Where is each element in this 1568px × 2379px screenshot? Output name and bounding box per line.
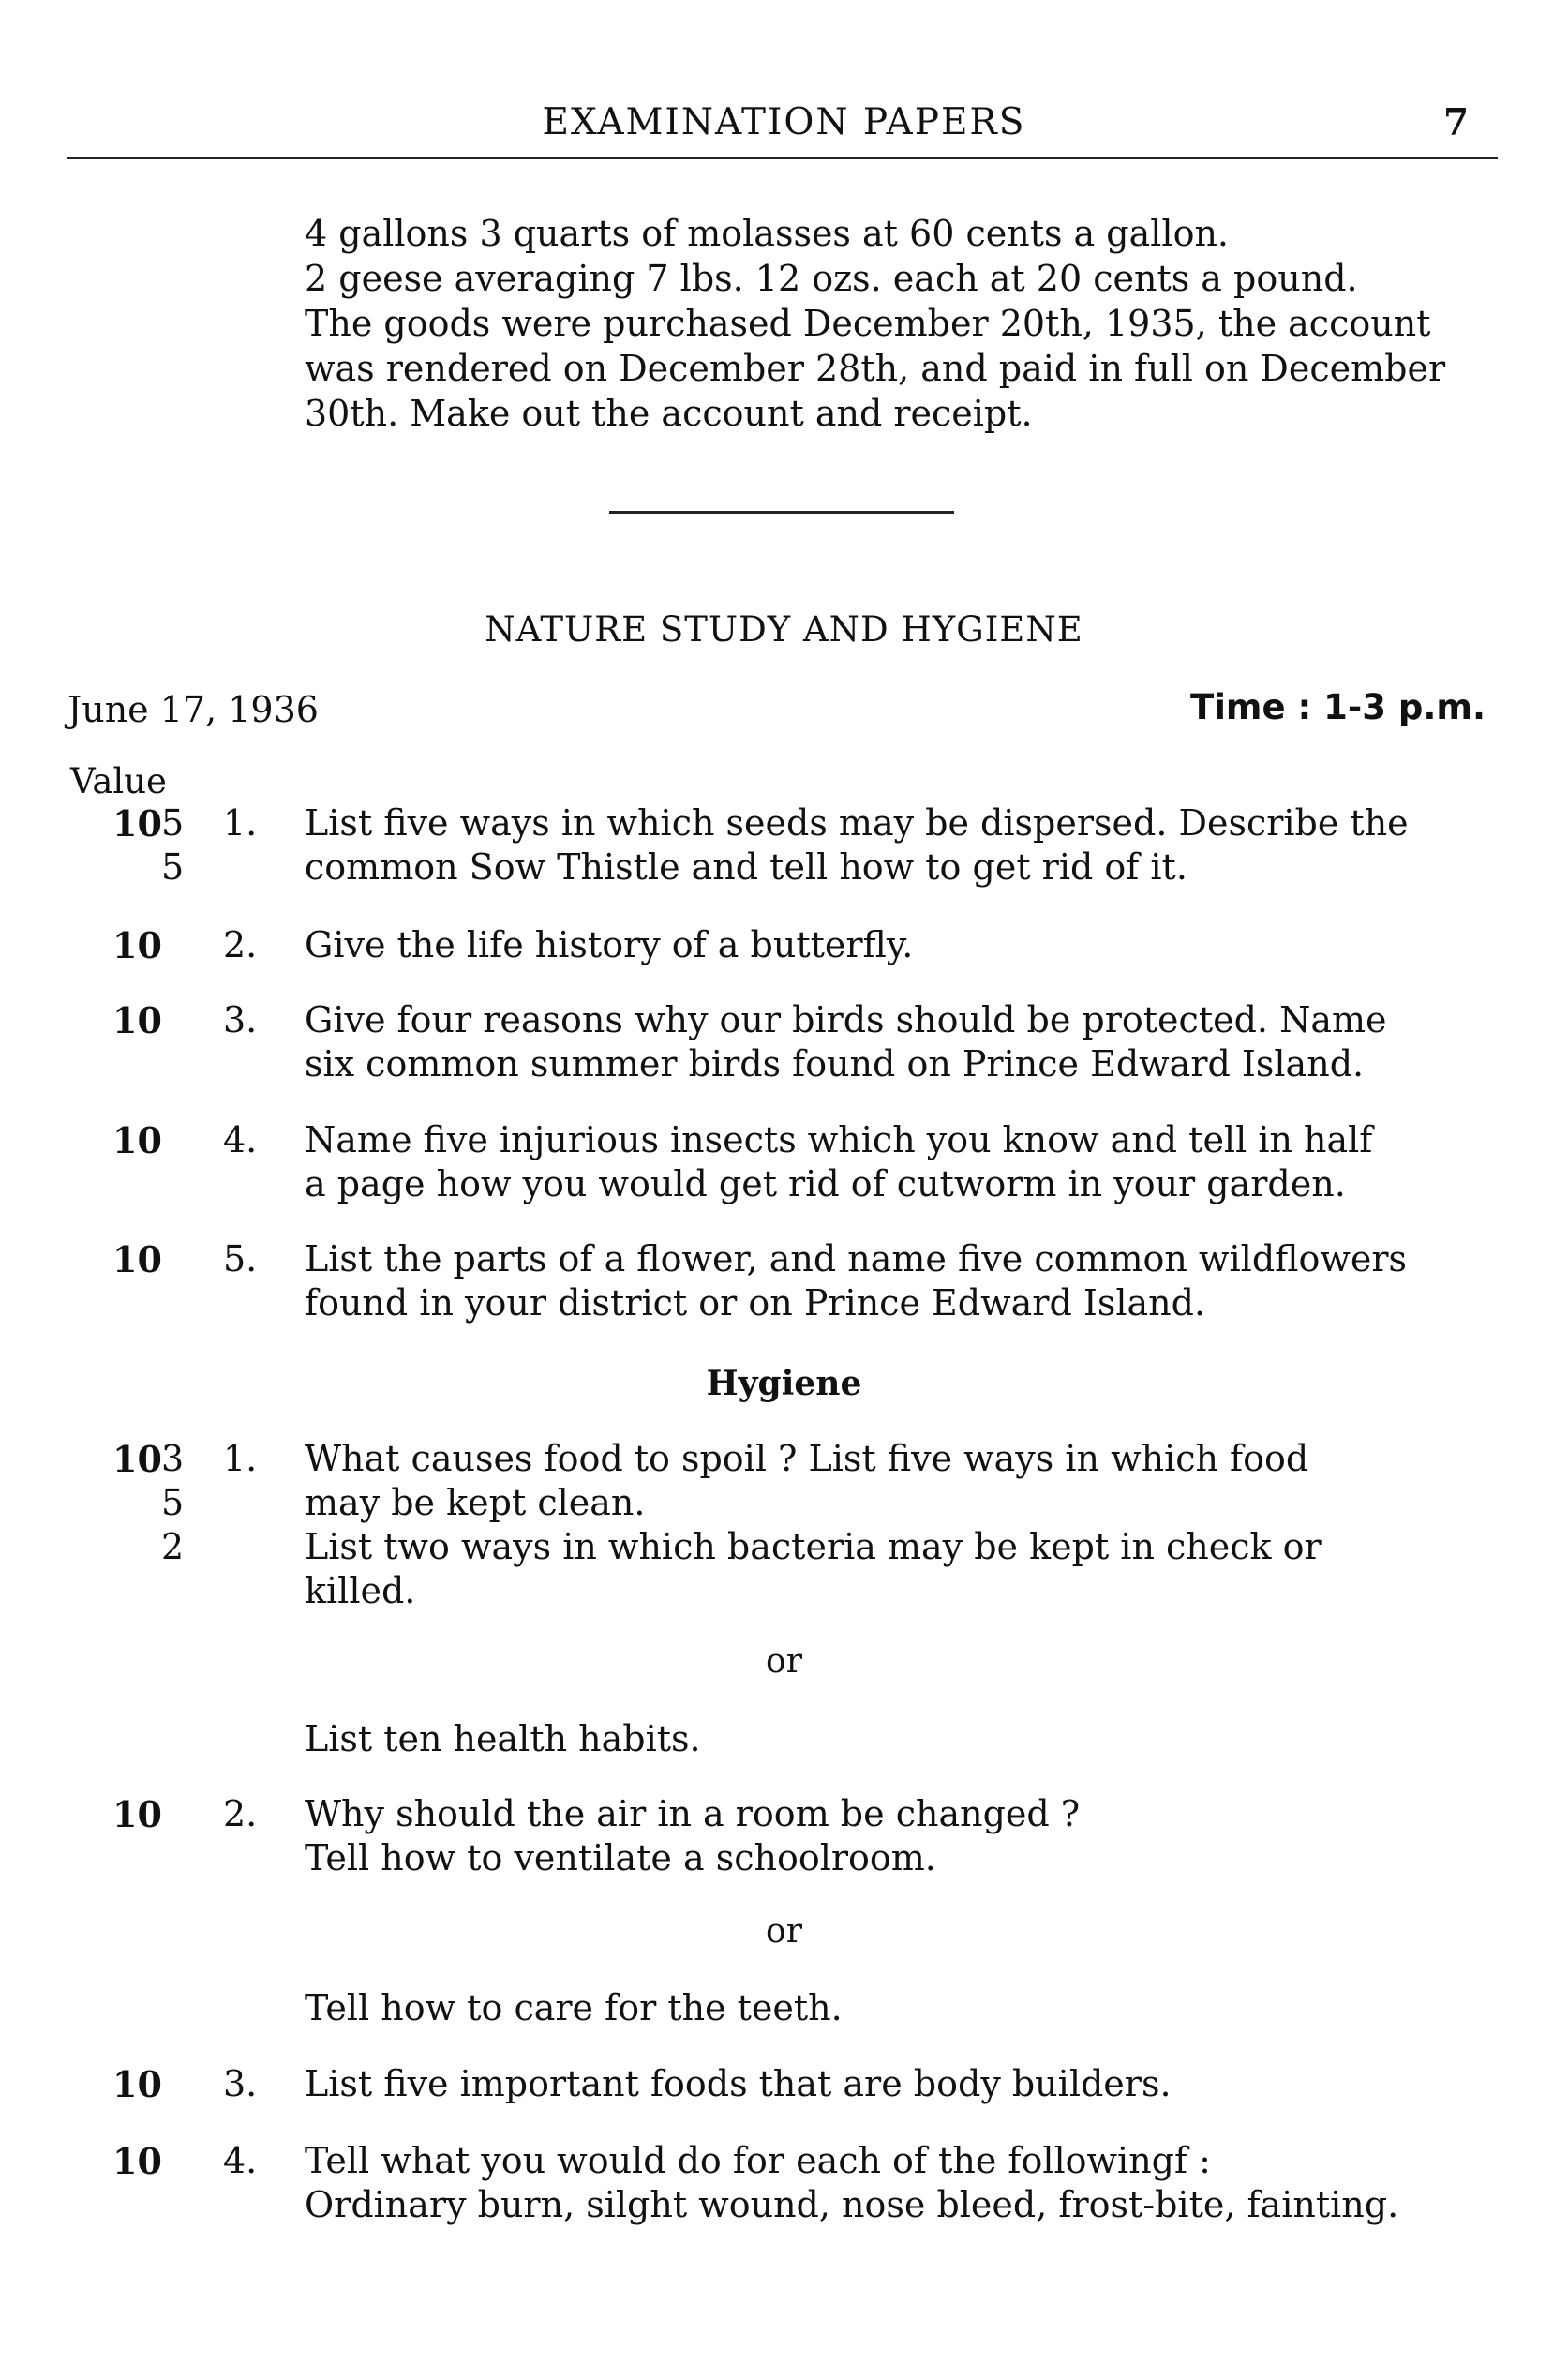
header-divider xyxy=(67,157,1498,159)
question-text xyxy=(305,1118,1514,1206)
question-text xyxy=(305,1792,1514,1880)
question-value: 10 xyxy=(112,1238,162,1280)
continuation-line: The goods were purchased December 20th, 1935, the account xyxy=(305,303,1431,344)
sub-value: 5 xyxy=(161,802,185,844)
question-value: 10 xyxy=(112,1438,162,1480)
question-line: What causes food to spoil ? List five ways in which food xyxy=(305,1438,1309,1479)
question-number: 4. xyxy=(223,2140,258,2181)
exam-time: Time : 1-3 p.m. xyxy=(1190,687,1486,727)
question-value: 10 xyxy=(112,1793,162,1835)
value-column-heading: Value xyxy=(70,761,167,801)
exam-date: June 17, 1936 xyxy=(67,689,319,730)
alternative-question: List ten health habits. xyxy=(305,1718,701,1759)
continuation-line: was rendered on December 28th, and paid in full on December xyxy=(305,348,1446,389)
question-text xyxy=(305,2139,1514,2227)
question-line: six common summer birds found on Prince Edward Island. xyxy=(305,1043,1365,1085)
or-separator: or xyxy=(766,1642,802,1681)
continuation-line: 30th. Make out the account and receipt. xyxy=(305,393,1033,434)
question-number: 1. xyxy=(223,1438,258,1479)
continuation-line: 4 gallons 3 quarts of molasses at 60 cents a gallon. xyxy=(305,213,1229,254)
question-value: 10 xyxy=(112,924,162,966)
question-number: 2. xyxy=(223,924,258,965)
question-value: 10 xyxy=(112,802,162,845)
question-value: 10 xyxy=(112,2063,162,2105)
question-text xyxy=(305,1237,1514,1325)
or-separator: or xyxy=(766,1912,802,1951)
question-line: Tell how to ventilate a schoolroom. xyxy=(305,1837,936,1878)
question-line: List five ways in which seeds may be dispersed. Describe the xyxy=(305,802,1409,844)
question-line: Give four reasons why our birds should be protected. Name xyxy=(305,999,1387,1040)
question-line: found in your district or on Prince Edward Island. xyxy=(305,1282,1206,1324)
sub-value: 5 xyxy=(161,1482,185,1523)
question-text xyxy=(305,923,1514,967)
question-line: Tell what you would do for each of the followingf : xyxy=(305,2140,1211,2181)
question-line: may be kept clean. xyxy=(305,1482,646,1523)
sub-value: 2 xyxy=(161,1526,185,1567)
section-divider xyxy=(609,511,954,514)
question-line: killed. xyxy=(305,1570,416,1611)
question-number: 2. xyxy=(223,1793,258,1834)
continuation-line: 2 geese averaging 7 lbs. 12 ozs. each at 20 cents a pound. xyxy=(305,258,1358,299)
question-line: Name five injurious insects which you know and tell in half xyxy=(305,1119,1373,1160)
section-title: NATURE STUDY AND HYGIENE xyxy=(485,609,1083,650)
running-header-title: EXAMINATION PAPERS xyxy=(542,101,1026,143)
question-line: List two ways in which bacteria may be kept in check or xyxy=(305,1526,1322,1567)
question-value: 10 xyxy=(112,1119,162,1161)
question-number: 3. xyxy=(223,999,258,1040)
question-line: Give the life history of a butterfly. xyxy=(305,924,914,965)
question-value: 10 xyxy=(112,999,162,1041)
question-text xyxy=(305,1437,1514,1613)
question-line: List the parts of a flower, and name five common wildflowers xyxy=(305,1238,1408,1279)
question-line: List five important foods that are body builders. xyxy=(305,2063,1172,2104)
question-text xyxy=(305,998,1514,1086)
continuation-block xyxy=(305,211,1514,436)
question-line: Why should the air in a room be changed ? xyxy=(305,1793,1081,1834)
question-number: 5. xyxy=(223,1238,258,1279)
hygiene-heading: Hygiene xyxy=(706,1364,862,1403)
question-text xyxy=(305,2062,1514,2106)
question-value: 10 xyxy=(112,2140,162,2182)
question-line: common Sow Thistle and tell how to get rid of it. xyxy=(305,846,1187,888)
sub-value: 5 xyxy=(161,846,185,888)
page-number: 7 xyxy=(1443,101,1470,144)
question-line: a page how you would get rid of cutworm in your garden. xyxy=(305,1163,1346,1204)
sub-value: 3 xyxy=(161,1438,185,1479)
alternative-question: Tell how to care for the teeth. xyxy=(305,1987,843,2028)
question-number: 3. xyxy=(223,2063,258,2104)
question-line: Ordinary burn, silght wound, nose bleed, frost-bite, fainting. xyxy=(305,2184,1399,2225)
question-text xyxy=(305,801,1514,890)
question-number: 4. xyxy=(223,1119,258,1160)
question-number: 1. xyxy=(223,802,258,844)
